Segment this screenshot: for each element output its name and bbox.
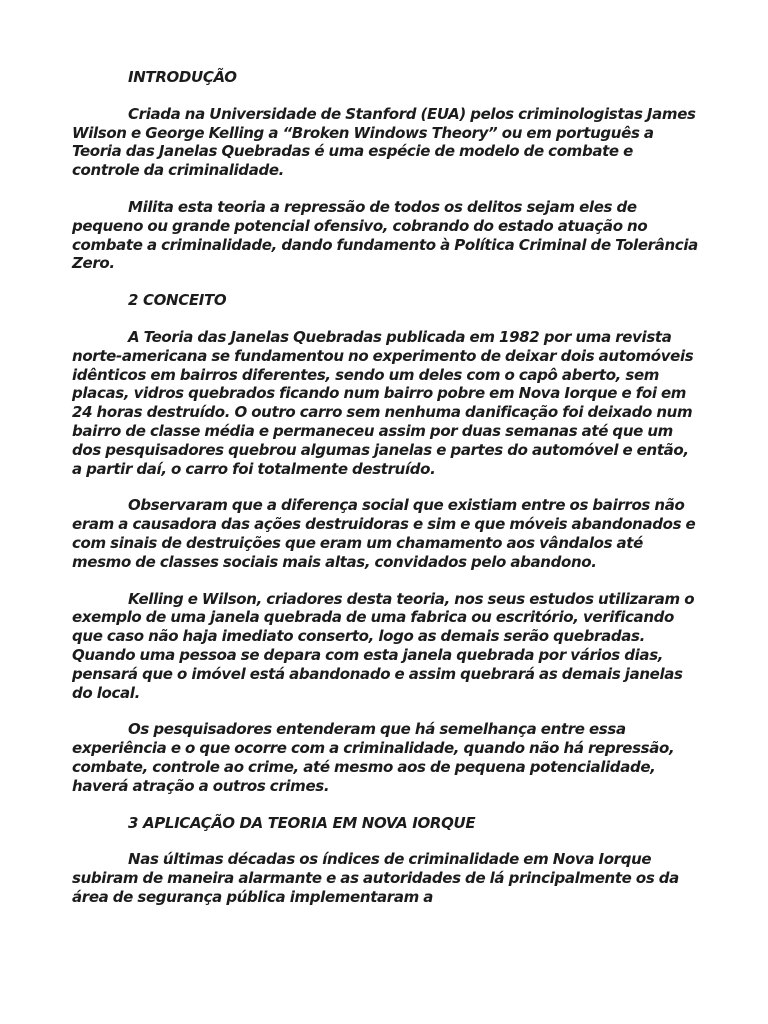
section-heading-introducao: INTRODUÇÃO: [128, 68, 237, 86]
paragraph-aplicacao-1: Nas últimas décadas os índices de criminalidade em Nova Iorque subiram de maneira alarmante e as autoridades de lá principalmente os da área de segurança pública implementaram a: [72, 850, 679, 906]
paragraph-intro-1: Criada na Universidade de Stanford (EUA) pelos criminologistas James Wilson e George Kelling a “Broken Windows Theory” ou em português a Teoria das Janelas Quebradas é uma espécie de modelo de combate e controle da criminalidade.: [72, 104, 696, 180]
paragraph-conceito-3: Kelling e Wilson, criadores desta teoria, nos seus estudos utilizaram o exemplo de uma janela quebrada de uma fabrica ou escritório, verificando que caso não haja imediato conserto, logo as demais serão quebradas. Quando uma pessoa se depara com esta janela quebrada por vários dias, pensará que o imóvel está abandonado e assim quebrará as demais janelas do local.: [72, 589, 695, 702]
paragraph-conceito-4: Os pesquisadores entenderam que há semelhança entre essa experiência e o que ocorre com a criminalidade, quando não há repressão, combate, controle ao crime, até mesmo aos de pequena potencialidade, haverá atração a outros crimes.: [72, 720, 675, 795]
section-heading-aplicacao: 3 APLICAÇÃO DA TEORIA EM NOVA IORQUE: [128, 813, 476, 832]
document-body: [72, 68, 700, 925]
paragraph-conceito-1: A Teoria das Janelas Quebradas publicada em 1982 por uma revista norte-americana se fundamentou no experimento de deixar dois automóveis idênticos em bairros diferentes, sendo um deles com o capô aberto, sem placas, vidros quebrados ficando num bairro pobre em Nova Iorque e foi em 24 horas destruído. O outro carro sem nenhuma danificação foi deixado num bairro de classe média e permaneceu assim por duas semanas até que um dos pesquisadores quebrou algumas janelas e partes do automóvel e então, a partir daí, o carro foi totalmente destruído.: [72, 327, 694, 478]
paragraph-intro-2: Milita esta teoria a repressão de todos os delitos sejam eles de pequeno ou grande potencial ofensivo, cobrando do estado atuação no combate a criminalidade, dando fundamento à Política Criminal de Tolerância Zero.: [72, 197, 698, 273]
section-heading-conceito: 2 CONCEITO: [128, 291, 227, 310]
paragraph-conceito-2: Observaram que a diferença social que existiam entre os bairros não eram a causadora das ações destruidoras e sim e que móveis abandonados e com sinais de destruições que eram um chamamento aos vândalos até mesmo de classes sociais mais altas, convidados pelo abandono.: [72, 496, 696, 571]
